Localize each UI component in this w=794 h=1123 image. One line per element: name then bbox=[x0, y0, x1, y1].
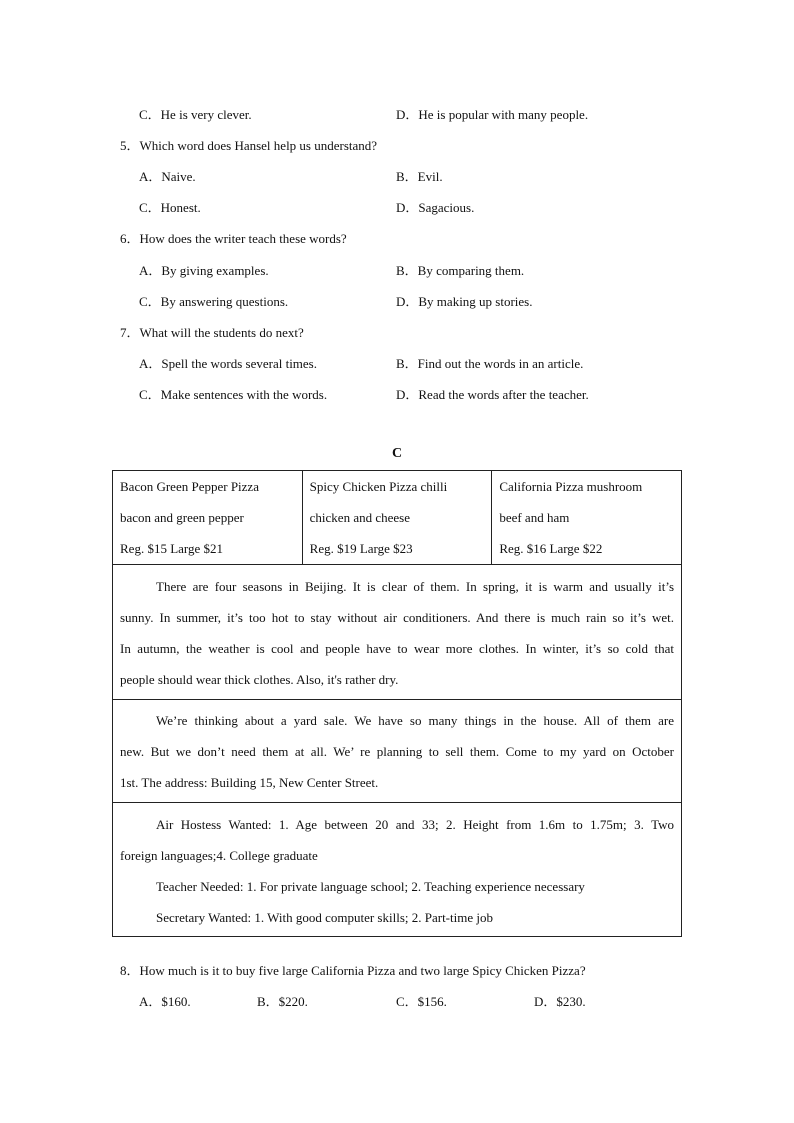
q8-question: 8．How much is it to buy five large California Pizza and two large Spicy Chicken Pizza? bbox=[120, 963, 586, 978]
q5-option-b: B．Evil. bbox=[396, 169, 443, 184]
beijing-row bbox=[113, 565, 682, 700]
paragraph-line: sunny. In summer, it’s too hot to stay without air conditioners. And there is much rain so it’s wet. bbox=[120, 610, 674, 625]
q7-option-c: C．Make sentences with the words. bbox=[139, 387, 328, 402]
q5-option-c: C．Honest. bbox=[139, 200, 201, 215]
pizza-name: Spicy Chicken Pizza chilli bbox=[309, 479, 448, 494]
q7-option-a: A．Spell the words several times. bbox=[139, 356, 317, 371]
q5-question: 5．Which word does Hansel help us understand? bbox=[120, 138, 378, 153]
teacher-ad: Teacher Needed: 1. For private language school; 2. Teaching experience necessary bbox=[156, 879, 585, 894]
q6-option-a: A．By giving examples. bbox=[139, 263, 269, 278]
q7-question: 7．What will the students do next? bbox=[120, 325, 304, 340]
yardsale-row bbox=[113, 700, 682, 803]
pizza-cell bbox=[302, 471, 492, 565]
paragraph-line: 1st. The address: Building 15, New Center Street. bbox=[120, 775, 379, 790]
q8-option-c: C．$156. bbox=[396, 994, 447, 1009]
pizza-desc: chicken and cheese bbox=[309, 510, 410, 525]
hostess-ad-line: foreign languages;4. College graduate bbox=[120, 848, 318, 863]
q6-option-d: D．By making up stories. bbox=[396, 294, 533, 309]
q8-option-d: D．$230. bbox=[534, 994, 586, 1009]
yardsale-paragraph bbox=[113, 700, 682, 803]
pizza-name: Bacon Green Pepper Pizza bbox=[120, 479, 259, 494]
secretary-ad: Secretary Wanted: 1. With good computer skills; 2. Part-time job bbox=[156, 910, 493, 925]
paragraph-line: new. But we don’t need them at all. We’ re planning to sell them. Come to my yard on October bbox=[120, 744, 674, 759]
ads-cell bbox=[113, 803, 682, 937]
ads-row bbox=[113, 803, 682, 937]
paragraph-line: There are four seasons in Beijing. It is clear of them. In spring, it is warm and usually it’s bbox=[156, 579, 674, 594]
paragraph-line: In autumn, the weather is cool and people have to wear more clothes. In winter, it’s so cold that bbox=[120, 641, 674, 656]
paragraph-line: people should wear thick clothes. Also, it's rather dry. bbox=[120, 672, 399, 687]
q6-option-c: C．By answering questions. bbox=[139, 294, 289, 309]
pizza-price: Reg. $19 Large $23 bbox=[309, 541, 413, 556]
hostess-ad-line: Air Hostess Wanted: 1. Age between 20 and 33; 2. Height from 1.6m to 1.75m; 3. Two bbox=[156, 817, 674, 832]
pizza-name: California Pizza mushroom bbox=[499, 479, 643, 494]
pizza-cell bbox=[113, 471, 303, 565]
paragraph-line: We’re thinking about a yard sale. We have so many things in the house. All of them are bbox=[156, 713, 674, 728]
q5-option-a: A．Naive. bbox=[139, 169, 196, 184]
q8-option-b: B．$220. bbox=[257, 994, 308, 1009]
pizza-row bbox=[113, 471, 682, 565]
beijing-paragraph bbox=[113, 565, 682, 700]
pizza-desc: beef and ham bbox=[499, 510, 570, 525]
q7-option-d: D．Read the words after the teacher. bbox=[396, 387, 589, 402]
q7-option-b: B．Find out the words in an article. bbox=[396, 356, 584, 371]
q4-option-d: D．He is popular with many people. bbox=[396, 107, 589, 122]
info-table bbox=[112, 470, 682, 937]
pizza-cell bbox=[492, 471, 682, 565]
section-label: C bbox=[391, 446, 403, 461]
pizza-price: Reg. $15 Large $21 bbox=[120, 541, 224, 556]
q8-option-a: A．$160. bbox=[139, 994, 191, 1009]
q5-option-d: D．Sagacious. bbox=[396, 200, 475, 215]
pizza-desc: bacon and green pepper bbox=[120, 510, 244, 525]
q6-question: 6．How does the writer teach these words? bbox=[120, 231, 347, 246]
q4-option-c: C．He is very clever. bbox=[139, 107, 252, 122]
pizza-price: Reg. $16 Large $22 bbox=[499, 541, 603, 556]
q6-option-b: B．By comparing them. bbox=[396, 263, 525, 278]
